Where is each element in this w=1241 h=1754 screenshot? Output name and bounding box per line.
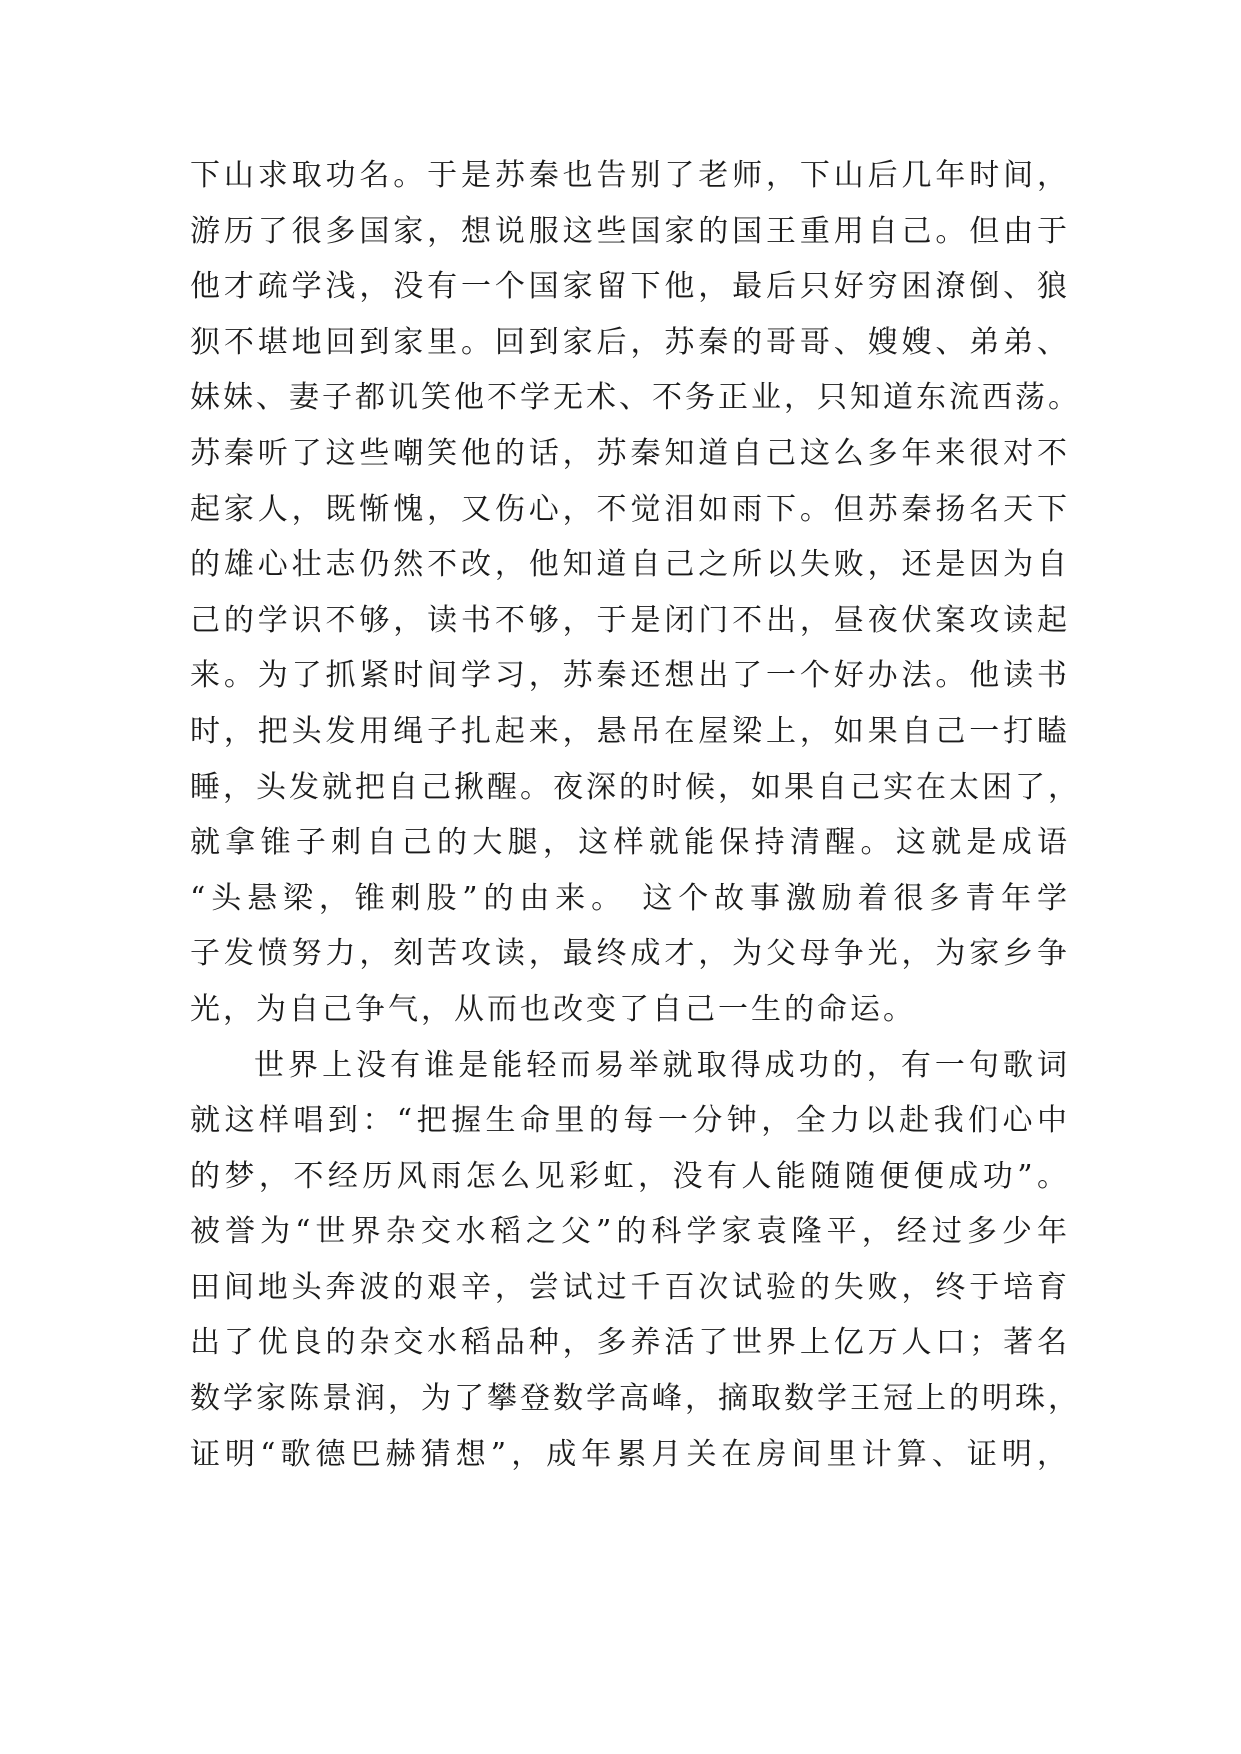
text-line: 苏秦听了这些嘲笑他的话，苏秦知道自己这么多年来很对不	[190, 435, 1070, 471]
text-line: 来。为了抓紧时间学习，苏秦还想出了一个好办法。他读书	[190, 658, 1070, 694]
paragraph-1	[190, 154, 1081, 1044]
text-line: 数学家陈景润，为了攀登数学高峰，摘取数学王冠上的明珠，	[190, 1381, 1081, 1417]
text-line: 的梦，不经历风雨怎么见彩虹，没有人能随随便便成功”。	[190, 1158, 1070, 1194]
text-line: 就这样唱到：“把握生命里的每一分钟，全力以赴我们心中	[190, 1103, 1070, 1139]
text-line: 狈不堪地回到家里。回到家后，苏秦的哥哥、嫂嫂、弟弟、	[190, 324, 1070, 360]
text-line-last: 光，为自己争气，从而也改变了自己一生的命运。	[190, 991, 916, 1027]
text-line: 田间地头奔波的艰辛，尝试过千百次试验的失败，终于培育	[190, 1269, 1070, 1305]
text-line: 被誉为“世界杂交水稻之父”的科学家袁隆平，经过多少年	[190, 1214, 1070, 1250]
text-line: 妹妹、妻子都讥笑他不学无术、不务正业，只知道东流西荡。	[190, 380, 1081, 416]
text-line: 他才疏学浅，没有一个国家留下他，最后只好穷困潦倒、狼	[190, 269, 1070, 305]
paragraph-2	[190, 1044, 1081, 1489]
text-line: 起家人，既惭愧，又伤心，不觉泪如雨下。但苏秦扬名天下	[190, 491, 1070, 527]
text-line: 己的学识不够，读书不够，于是闭门不出，昼夜伏案攻读起	[190, 602, 1070, 638]
text-line: 的雄心壮志仍然不改，他知道自己之所以失败，还是因为自	[190, 547, 1070, 583]
text-line: 时，把头发用绳子扎起来，悬吊在屋梁上，如果自己一打瞌	[190, 713, 1070, 749]
text-line: 子发愤努力，刻苦攻读，最终成才，为父母争光，为家乡争	[190, 936, 1070, 972]
text-line: “头悬梁，锥刺股”的由来。 这个故事激励着很多青年学	[190, 880, 1070, 916]
text-line: 下山求取功名。于是苏秦也告别了老师，下山后几年时间，	[190, 158, 1070, 193]
text-line-first: 世界上没有谁是能轻而易举就取得成功的，有一句歌词	[254, 1047, 1070, 1083]
text-line: 游历了很多国家，想说服这些国家的国王重用自己。但由于	[190, 213, 1070, 249]
text-line: 睡，头发就把自己揪醒。夜深的时候，如果自己实在太困了，	[190, 769, 1081, 805]
body-text	[190, 154, 1081, 1488]
text-line: 出了优良的杂交水稻品种，多养活了世界上亿万人口；著名	[190, 1325, 1070, 1361]
text-line: 证明“歌德巴赫猜想”，成年累月关在房间里计算、证明，	[190, 1436, 1070, 1472]
text-line: 就拿锥子刺自己的大腿，这样就能保持清醒。这就是成语	[190, 825, 1070, 861]
